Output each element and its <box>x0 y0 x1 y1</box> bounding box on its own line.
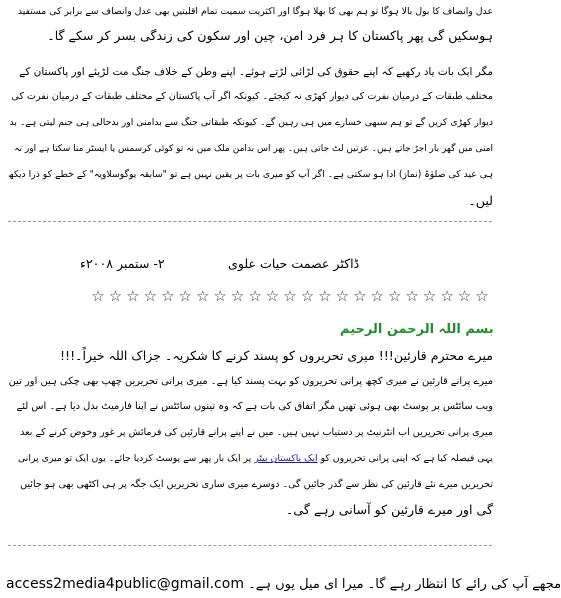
article-line: ہی عید کی صلوٰۃ (نماز) ادا ہو سکتی ہے۔ اگر آپ کو میری بات پر یقین نہیں ہے تو "سابقہ یوگوسلاویہ" کے خطے کو ذرا دیکھ <box>7 169 493 180</box>
article-line: ہوسکیں گی پھر پاکستان کا ہر فرد امن، چین اور سکون کی زندگی بسر کر سکے گا۔ <box>47 28 493 43</box>
star-icon: ☆ <box>178 287 192 305</box>
star-icon: ☆ <box>475 287 489 305</box>
star-icon: ☆ <box>213 287 227 305</box>
site-link[interactable]: ایک پاکستان بیٹر <box>254 453 318 464</box>
note-line: میرے پرانے قارئین نے میری کچھ پرانی تحریروں کو بہت پسند کیا ہے۔ میری پرانی تحریریں چھپ بھی چکی ہیں اور تین <box>8 376 493 387</box>
article-line: عدل وانصاف کا بول بالا ہوگا تو ہم بھی کا بھلا ہوگا اور اکثریت سمیت تمام اقلیتیں بھی عدل وانصاف سے برابر کی مستفید <box>17 6 493 17</box>
star-icon: ☆ <box>195 287 210 305</box>
author-name: ڈاکٹر عصمت حیات علوی <box>228 256 360 271</box>
star-icon: ☆ <box>143 287 158 305</box>
note-line-part: یہی فیصلہ کیا ہے کہ اپنی پرانی تحریروں کو <box>320 453 493 464</box>
note-line: تحریریں میرے نئے قارئین کی نظر سے گذر جائیں گی۔ دوسرے میری ساری تحریریں ایک جگہ پر ہی اکٹھی بھی ہو جائیں <box>20 479 493 490</box>
divider <box>8 545 492 546</box>
star-icon: ☆ <box>126 287 140 305</box>
divider <box>8 221 492 222</box>
star-icon: ☆ <box>405 287 419 305</box>
star-icon: ☆ <box>248 287 262 305</box>
star-icon: ☆ <box>318 287 332 305</box>
email-address[interactable]: access2media4public@gmail.com <box>6 576 244 592</box>
star-icon: ☆ <box>108 287 123 305</box>
article-line: دیوار کھڑی کریں گے تو ہم سبھی خسارے میں ہی رہیں گے۔ کیونکہ طبقاتی جنگ سے بدامنی اور بدحالی ہی جنم لیتی ہے۔ بد <box>9 117 493 128</box>
star-icon: ☆ <box>335 287 350 305</box>
note-line <box>18 449 493 469</box>
article-line: مگر ایک بات یاد رکھیے کہ اپنے حقوق کی لڑائی لڑتے ہوئے۔ اپنے وطن کے خلاف جنگ مت لڑیئے اور پاکستان کے <box>19 66 493 78</box>
star-icon: ☆ <box>300 287 315 305</box>
star-icon: ☆ <box>161 287 175 305</box>
note-greeting: میرے محترم قارئین!!! میری تحریروں کو پسند کرنے کا شکریہ۔ جزاک اللہ خیراً۔!!! <box>59 348 493 363</box>
article-line: امنی میں گھر بار اجڑ جاتے ہیں۔ عزتیں لٹ جاتی ہیں۔ پھر اس بدامن ملک میں نہ تو کوئی کرسمس یا ایسٹر منا سکتا ہے اور نہ <box>14 144 493 154</box>
star-icon: ☆ <box>387 287 402 305</box>
note-line: گی اور میرے قارئین کو آسانی رہے گی۔ <box>286 502 493 517</box>
star-icon: ☆ <box>370 287 384 305</box>
star-divider <box>90 287 490 305</box>
publish-date: ۲- ستمبر ۲۰۰۸ء <box>80 256 165 271</box>
star-icon: ☆ <box>440 287 454 305</box>
star-icon: ☆ <box>457 287 472 305</box>
star-icon: ☆ <box>283 287 297 305</box>
star-icon: ☆ <box>230 287 245 305</box>
note-line: میری پرانی تحریریں اب انٹرنیٹ پر دستیاب نہیں ہیں۔ میں نے اپنے پرانے قارئین کی فرمائش پر غور وخوض کرنے کے بعد <box>20 427 493 438</box>
star-icon: ☆ <box>265 287 280 305</box>
note-line-part: پر ایک بار پھر سے پوسٹ کردیا جائے۔ یوں ایک تو میری پرانی <box>18 453 252 464</box>
article-line: لیں۔ <box>468 193 493 208</box>
star-icon: ☆ <box>422 287 437 305</box>
star-icon: ☆ <box>91 287 105 305</box>
contact-line <box>6 576 561 592</box>
article-line: مختلف طبقات کے درمیان نفرت کی دیوار کھڑی نہ کیجئے۔ کیونکہ اگر آپ پاکستان کے مختلف طبقات کے درمیان نفرت کی <box>11 91 493 102</box>
note-line: ویب سائٹس پر پوسٹ بھی ہوئی تھیں مگر اتفاق کی بات ہے کہ وہ تینوں سائٹس نے اپنا فارمیٹ بدل دیا ہے۔ اس لئے <box>16 401 493 412</box>
feedback-text: مجھے آپ کی رائے کا انتظار رہے گا۔ میرا ای میل یوں ہے۔ <box>248 577 561 592</box>
bismillah-heading: بسم اللہ الرحمن الرحیم <box>340 322 494 337</box>
star-icon: ☆ <box>353 287 367 305</box>
